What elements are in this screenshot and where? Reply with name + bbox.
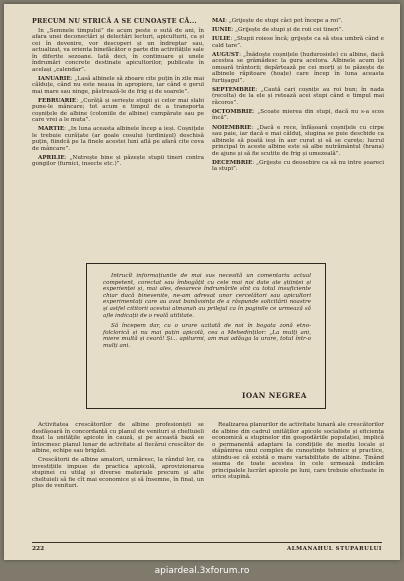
month-paragraph-november: NOIEMBRIE: „Dacă e rece, înfășoară coșnițele cu cirpe sau paie, iar dacă e mai călduț, slugina se puie deschide ca albinele să poată ieși în aer curat și să se curețe; lucrul principal în aceste albine este să albe nutrământul (hrana) de ajuns și să fie scutite de frig și umezeală”.	[212, 124, 384, 157]
editorial-box	[86, 263, 326, 409]
page-number: 222	[32, 546, 45, 552]
month-paragraph-september: SEPTEMBRIE: „Caută cari coșnițe au roi bun; în nada (recolta) de la ele și retează acei stupi când e timpul mai răcoros”.	[212, 86, 384, 106]
month-label: APRILIE	[38, 154, 65, 161]
calendar-column-left	[32, 18, 204, 170]
month-label: IUNIE	[212, 27, 232, 34]
month-paragraph-february: FEBRUARIE: „Curăță și seriește stupii și celor mai slabi pune-le mâncare; tot acum e timpul de a transporta coșnițele de albine (coloniile de albine) cumpărate sau pe care vrei a le muta”.	[32, 97, 204, 124]
month-paragraph-june: IUNIE: „Grijește de stupi și de roii cei tineri”.	[212, 27, 344, 34]
month-label: AUGUST	[212, 51, 240, 58]
month-label: IULIE	[212, 36, 231, 43]
author-signature: IOAN NEGREA	[242, 391, 307, 401]
month-paragraph-october: OCTOMBRIE: „Scoate mierea din stupi, dacă nu s-a scos încă”.	[212, 108, 384, 122]
page-footer	[32, 542, 382, 557]
month-label: FEBRUARIE	[38, 97, 77, 104]
month-label: IANUARIE	[38, 75, 71, 82]
body-paragraph: Activitatea crescătorilor de albine profesioniști se desfășoară în concordanță cu planul de venituri și cheltuieli fixat la unitățile apicole în cauză, și pe această bază se întocmesc planul lunar de activitate al fiecărui crescător de albine, echipe sau brigăzi.	[32, 422, 204, 454]
month-paragraph-march: MARTIE: „In luna aceasta albinele încep a ieși. Coșnițele le trebuie curățate (ar goale cosului (urdinișul) deschisă puțin, fiindcă pe la finele acestei luni află pe afară cite ceva de mâncare”.	[32, 126, 204, 152]
month-paragraph-december: DECEMBRIE: „Grijește cu deosebire ca să nu intre șoareci la stupi”.	[212, 159, 384, 173]
month-label: DECEMBRIE	[212, 159, 253, 166]
month-label: MAI	[212, 18, 226, 24]
running-title: ALMANAHUL STUPARULUI	[286, 546, 382, 552]
month-paragraph-may: MAI: „Grijește de stupi căci pot începe a roi”.	[212, 18, 343, 24]
activity-column-right	[212, 422, 384, 483]
site-watermark: apiardeal.3xforum.ro	[154, 566, 250, 576]
month-paragraph-july: IULIE: „Stupii roiese încă; grijește ca să stea umbră când e cald tare”.	[212, 36, 384, 49]
section-heading: PRECUM NU STRICĂ A SE CUNOAȘTE CĂ...	[32, 17, 197, 25]
month-paragraph-april: APRILIE: „Nutrește bine și păzește stupii tineri contra gongilor (furnici, insecte etc.)”.	[32, 154, 204, 168]
body-paragraph: Realizarea planurilor de activitate lunară ale crescătorilor de albine din cadrul unităților apicole socialiste și eficiența economică a stupinelor din gospodăriile populației, implică o permanentă adaptare la condițiile de mediu locale și stăpânirea unui complex de cunoștințe tehnice și practice, știindu-se că există o mare variabilitate de albine. Ținând seama de toate acestea în cele urmează indicăm principalele lucrări apicole pe luni, care trebuie efectuate în orice stupină.	[212, 422, 384, 480]
intro-paragraph: In „Semnele timpului” de acum peste o sută de ani, în afara unei deconectări și delectări lecturi, apiculturii, ca și cei în devenire, vor descoperi și un îndreptar sau, actualizat, va orienta binefăcător o parte din activitățile sale în diferite sezoane. Iată deci, în continuare și unele îndrumări concrete destinate apicultorilor, publicate în același „calendar”.	[32, 27, 204, 73]
month-label: NOIEMBRIE	[212, 124, 252, 131]
activity-column-left	[32, 422, 204, 492]
month-label: MARTIE	[38, 126, 65, 133]
body-paragraph: Crescătorii de albine amatori, urmăresc, la rândul lor, ca investițiile impuse de practica apicolă, aprovizionarea stupinei cu utilaj și diverse materiale precum și alte cheltuieli să fie cît mai economice și să însemne, în final, un plus de venituri.	[32, 457, 204, 490]
book-page	[4, 4, 400, 560]
month-paragraph-august: AUGUST: „Înădoște coșnițele (hudurosiele) cu albine, dacă acestea se grămădesc la gura acelora. Albinele acum își omoară trântorii; depărtează pe cei morți și te păzește de albinele răpitoare (hoațe) care încep în luna aceasta furtișagul”.	[212, 51, 384, 84]
month-label: SEPTEMBRIE	[212, 86, 256, 93]
month-label: OCTOMBRIE	[212, 108, 253, 115]
editorial-paragraph: Să începem dar, cu o urare uzitată de noi în bogata zonă etno-folclorică și nu mai puțin apicolă, cea a Mehedinților: „La mulți ani, miere multă și ceară! Și... apiturmi, am mai adăuga la urare, totul într-o mulți ani.	[103, 323, 311, 349]
month-paragraph-january: IANUARIE: „Lasă albinele să zboare cite puțin în zile mai călduțe, când nu este neaua în apropiere, iar când e gerul mai mare sau ninge, păstrează-le de frig și de soarele”.	[32, 75, 204, 95]
editorial-paragraph: Intrucît informațiunile de mai sus necesită un comentariu actual competent, corectat sau îmbogățit cu cele mai noi date ale științei și experienței și, mai ales, deoarece îndrumările sînt cu totul insuficiente chiar dacă binevenite, ne-am adresat unor cercetători sau apicultori experimentați care au avut bunăvoința de a răspunde solicitării noastre și astfel cititorii acestui almanah au prilejul ca în paginile ce urmează să afle indicații de o reală utilitate.	[103, 273, 311, 319]
calendar-column-right	[212, 18, 384, 175]
